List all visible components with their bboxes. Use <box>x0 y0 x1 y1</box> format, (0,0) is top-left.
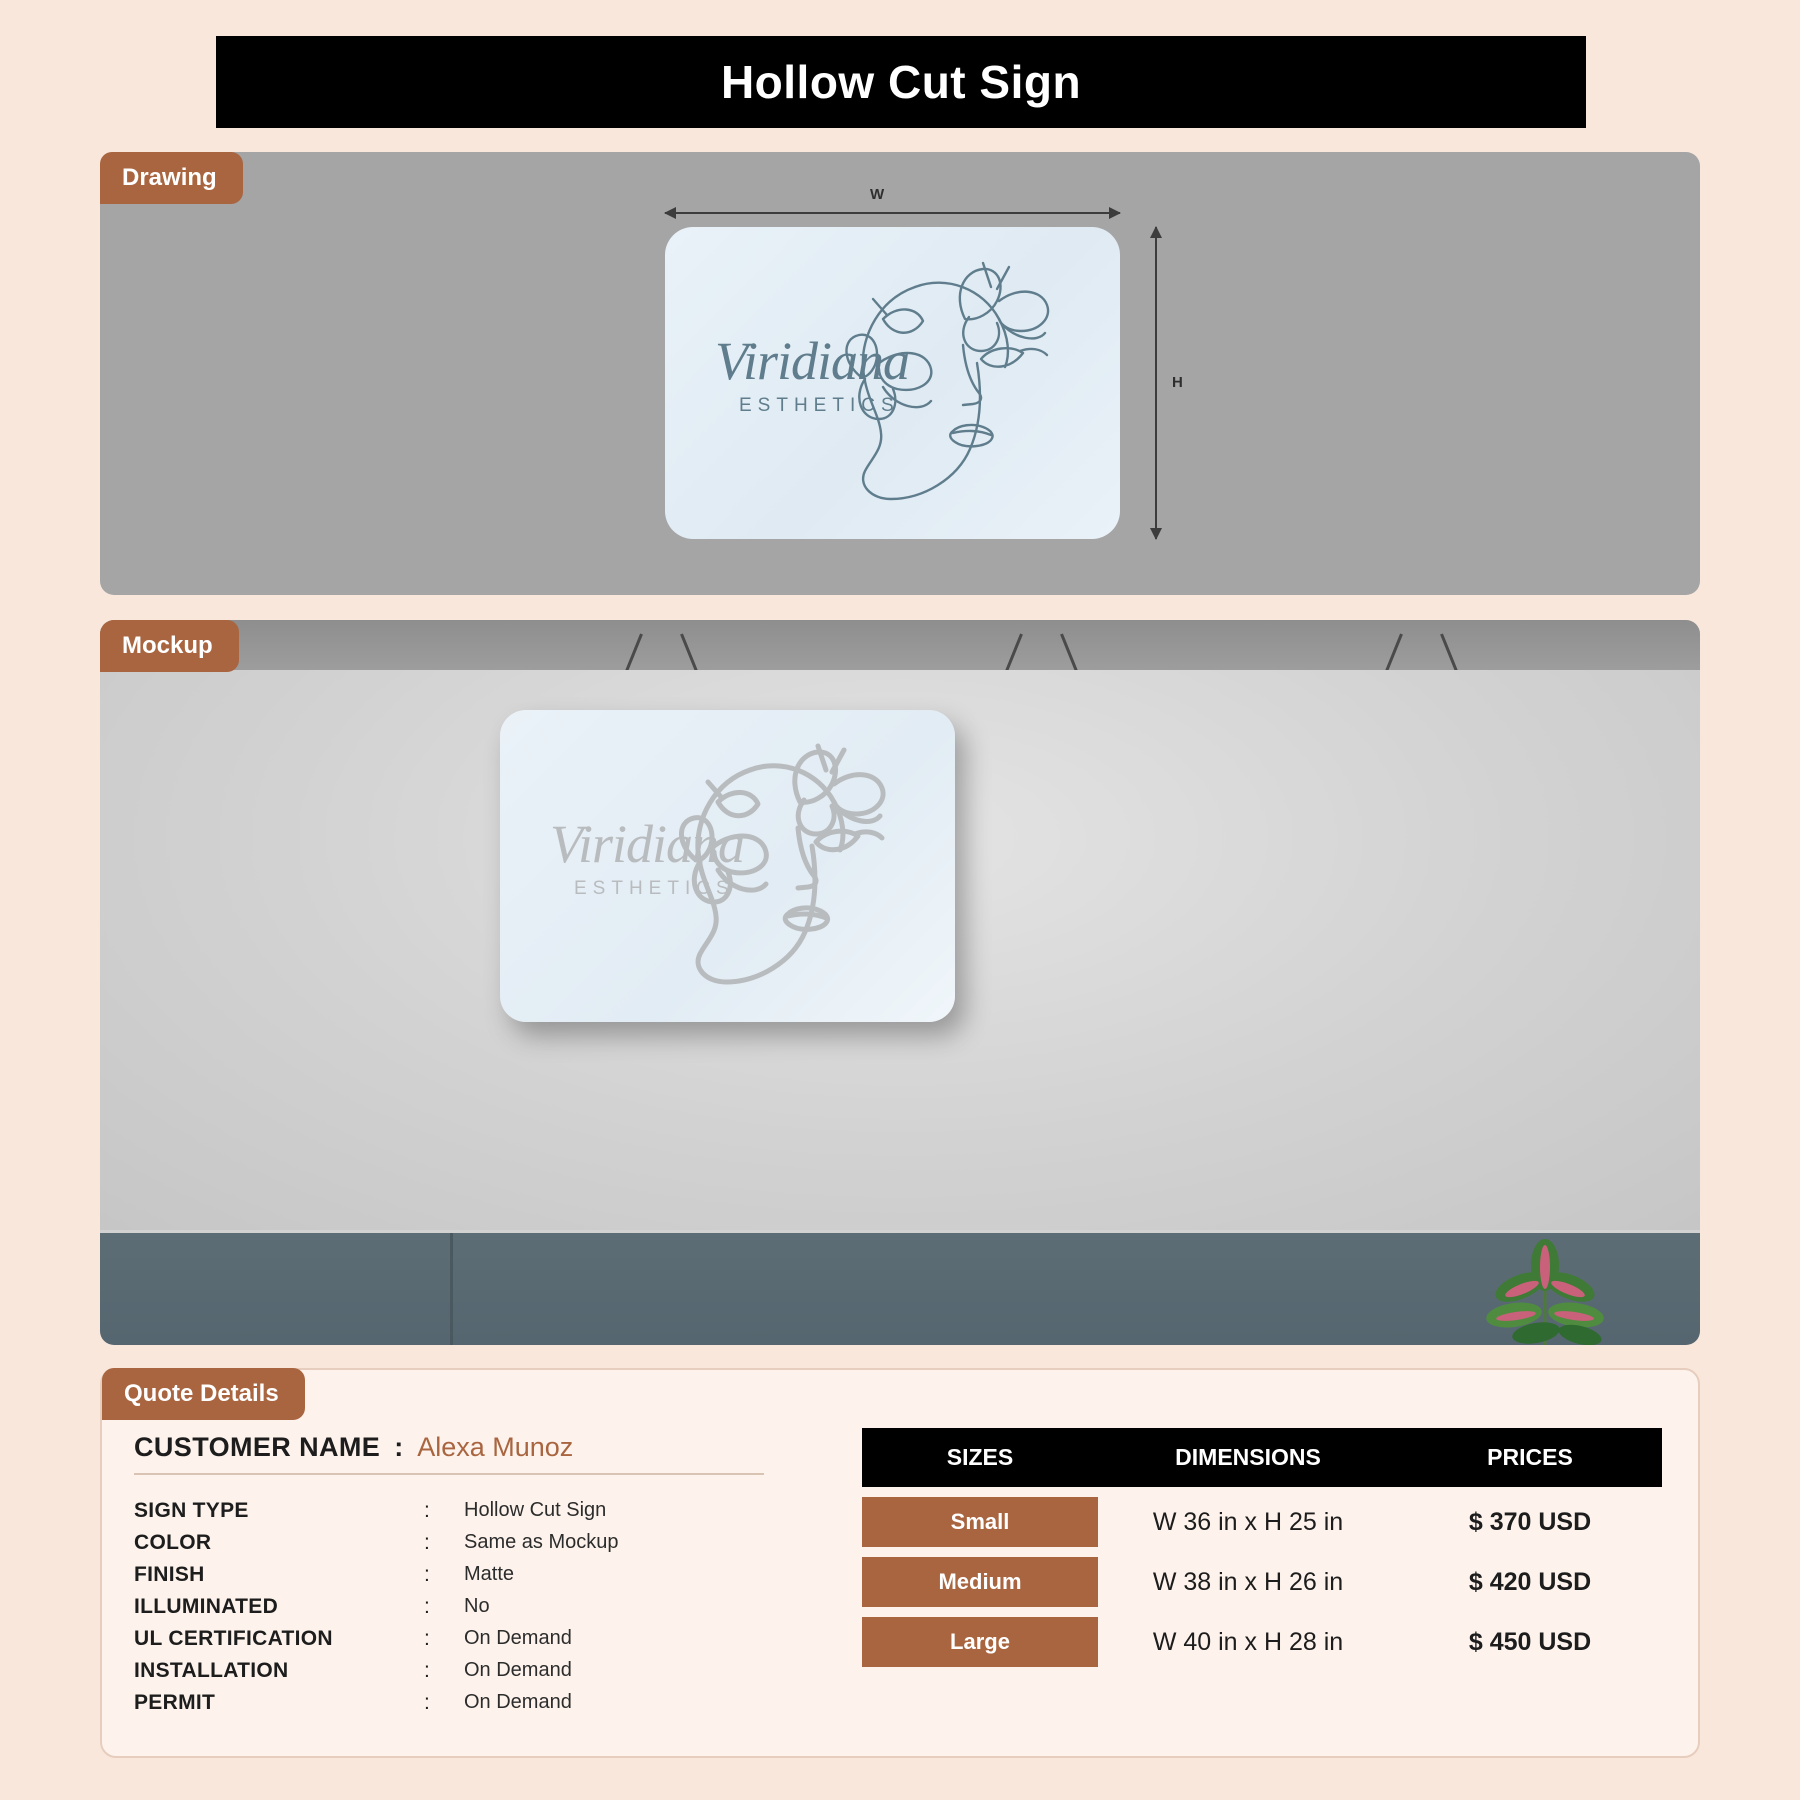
spec-colon: : <box>424 1659 430 1682</box>
spec-key: PERMIT <box>134 1691 216 1714</box>
drawing-sign-plate <box>665 227 1120 539</box>
logo-artwork-drawing <box>665 227 1120 539</box>
customer-name-row <box>134 1432 764 1475</box>
mockup-panel-label: Mockup <box>100 620 239 672</box>
spec-key: INSTALLATION <box>134 1659 289 1682</box>
spec-key: FINISH <box>134 1563 205 1586</box>
pricing-header-prices: PRICES <box>1398 1428 1662 1487</box>
logo-subtitle-mockup: ESTHETICS <box>574 878 735 899</box>
customer-name-label: CUSTOMER NAME <box>134 1432 381 1462</box>
logo-name-drawing: Viridiana <box>715 331 910 391</box>
customer-name-colon: : <box>394 1432 404 1462</box>
height-dimension-label: H <box>1172 374 1183 391</box>
spec-key: ILLUMINATED <box>134 1595 279 1618</box>
size-badge-small: Small <box>862 1497 1098 1547</box>
spec-value: On Demand <box>464 1659 572 1681</box>
spec-colon: : <box>424 1595 430 1618</box>
spec-row <box>134 1687 774 1719</box>
potted-plant <box>1470 1215 1620 1345</box>
spec-value: On Demand <box>464 1691 572 1713</box>
pricing-header-dimensions: DIMENSIONS <box>1098 1428 1398 1487</box>
price-medium: $ 420 USD <box>1468 1567 1592 1596</box>
quote-panel-label: Quote Details <box>102 1368 305 1420</box>
spec-key: SIGN TYPE <box>134 1499 249 1522</box>
dimensions-medium: W 38 in x H 26 in <box>1152 1567 1344 1596</box>
customer-name-value: Alexa Munoz <box>417 1432 574 1462</box>
spec-row <box>134 1623 774 1655</box>
logo-name-mockup: Viridiana <box>550 814 745 874</box>
quote-details-panel <box>100 1368 1700 1758</box>
size-badge-medium: Medium <box>862 1557 1098 1607</box>
spec-colon: : <box>424 1499 430 1522</box>
spec-colon: : <box>424 1563 430 1586</box>
spec-row <box>134 1527 774 1559</box>
spec-key: UL CERTIFICATION <box>134 1627 333 1650</box>
price-large: $ 450 USD <box>1468 1627 1592 1656</box>
spec-value: No <box>464 1595 490 1617</box>
size-badge-large: Large <box>862 1617 1098 1667</box>
spec-value: Same as Mockup <box>464 1531 619 1553</box>
drawing-panel-label: Drawing <box>100 152 243 204</box>
spec-row <box>134 1591 774 1623</box>
spec-row <box>134 1495 774 1527</box>
width-dimension-arrow <box>665 212 1120 214</box>
spec-colon: : <box>424 1627 430 1650</box>
reception-counter <box>100 1233 1700 1345</box>
pricing-header-sizes: SIZES <box>862 1428 1098 1487</box>
spec-value: On Demand <box>464 1627 572 1649</box>
pricing-row-large <box>862 1617 1662 1667</box>
spec-value: Hollow Cut Sign <box>464 1499 607 1521</box>
logo-artwork-mockup <box>500 710 955 1022</box>
price-small: $ 370 USD <box>1468 1507 1592 1536</box>
pricing-row-small <box>862 1497 1662 1547</box>
ceiling <box>100 620 1700 670</box>
pricing-header-row <box>862 1428 1662 1487</box>
page-title: Hollow Cut Sign <box>720 56 1082 108</box>
drawing-panel <box>100 152 1700 595</box>
page-title-bar <box>216 36 1586 128</box>
width-dimension-label: W <box>870 186 885 203</box>
pricing-row-medium <box>862 1557 1662 1607</box>
spec-colon: : <box>424 1531 430 1554</box>
height-dimension-arrow <box>1155 227 1157 539</box>
counter-seam <box>450 1233 453 1345</box>
spec-row <box>134 1655 774 1687</box>
spec-row <box>134 1559 774 1591</box>
spec-key: COLOR <box>134 1531 212 1554</box>
mockup-sign-plate <box>500 710 955 1022</box>
pricing-table <box>862 1418 1662 1677</box>
spec-value: Matte <box>464 1563 515 1585</box>
dimensions-small: W 36 in x H 25 in <box>1152 1507 1344 1536</box>
logo-subtitle-drawing: ESTHETICS <box>739 395 900 416</box>
dimensions-large: W 40 in x H 28 in <box>1152 1627 1344 1656</box>
spec-colon: : <box>424 1691 430 1714</box>
spec-table <box>134 1495 774 1719</box>
mockup-panel <box>100 620 1700 1345</box>
